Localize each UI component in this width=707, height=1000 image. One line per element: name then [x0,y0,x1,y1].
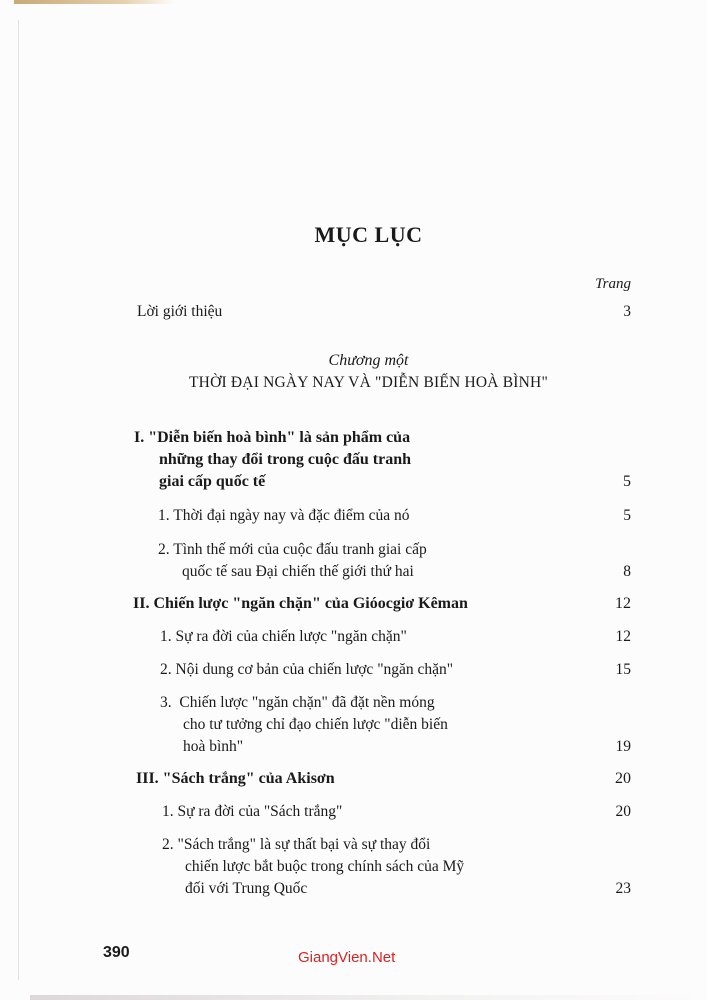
page-edge-decoration [14,0,174,4]
toc-entry-label-line: hoà bình" [183,738,244,755]
page-number: 390 [103,944,130,961]
page-edge-decoration [18,20,19,980]
chapter-title: THỜI ĐẠI NGÀY NAY VÀ "DIỄN BIẾN HOÀ BÌNH" [189,374,548,391]
page-column-label: Trang [595,276,631,292]
toc-entry-label-line: 2. "Sách trắng" là sự thất bại và sự thay đổi [162,836,431,853]
toc-entry-page: 12 [615,628,631,645]
toc-entry-page: 8 [623,563,631,580]
toc-entry-page: 20 [615,770,631,787]
toc-entry-label-line: I. "Diễn biến hoà bình" là sản phẩm của [134,429,411,446]
chapter-label: Chương một [328,352,409,369]
toc-entry-label-line: III. "Sách trắng" của Akisơn [136,770,335,787]
toc-entry-label-line: cho tư tưởng chỉ đạo chiến lược "diễn biến [183,716,448,733]
toc-entry-label-line: 1. Thời đại ngày nay và đặc điểm của nó [158,507,410,524]
toc-entry-label-line: II. Chiến lược "ngăn chặn" của Gióocgiơ Kêman [133,595,468,612]
toc-entry-label-line: đối với Trung Quốc [185,880,308,897]
toc-entry-page: 5 [623,473,631,490]
page-title: MỤC LỤC [314,222,423,247]
toc-entry-page: 5 [623,507,631,524]
toc-entry-page: 12 [615,595,631,612]
toc-entry-label-line: chiến lược bắt buộc trong chính sách của Mỹ [185,858,465,875]
page-edge-decoration [30,995,707,1000]
toc-entry-label-line: 2. Tình thế mới của cuộc đấu tranh giai cấp [158,541,427,558]
toc-entry-page: 15 [615,661,631,678]
toc-entry-page: 23 [615,880,631,897]
toc-entry-label-line: 1. Sự ra đời của chiến lược "ngăn chặn" [160,628,407,645]
toc-entry-label-line: 3. Chiến lược "ngăn chặn" đã đặt nền móng [160,694,435,711]
toc-entry-label-line: những thay đổi trong cuộc đấu tranh [159,451,412,468]
toc-entry-label: Lời giới thiệu [137,303,223,320]
watermark-link[interactable]: GiangVien.Net [298,949,396,966]
toc-entry-page: 19 [615,738,631,755]
toc-entry-page: 20 [615,803,631,820]
toc-entry-label-line: quốc tế sau Đại chiến thế giới thứ hai [182,563,414,580]
toc-entry-label-line: giai cấp quốc tế [159,473,266,490]
toc-entry-label-line: 2. Nội dung cơ bản của chiến lược "ngăn chặn" [160,661,454,678]
toc-entry-page: 3 [623,303,631,320]
toc-entry-label-line: 1. Sự ra đời của "Sách trắng" [162,803,343,820]
